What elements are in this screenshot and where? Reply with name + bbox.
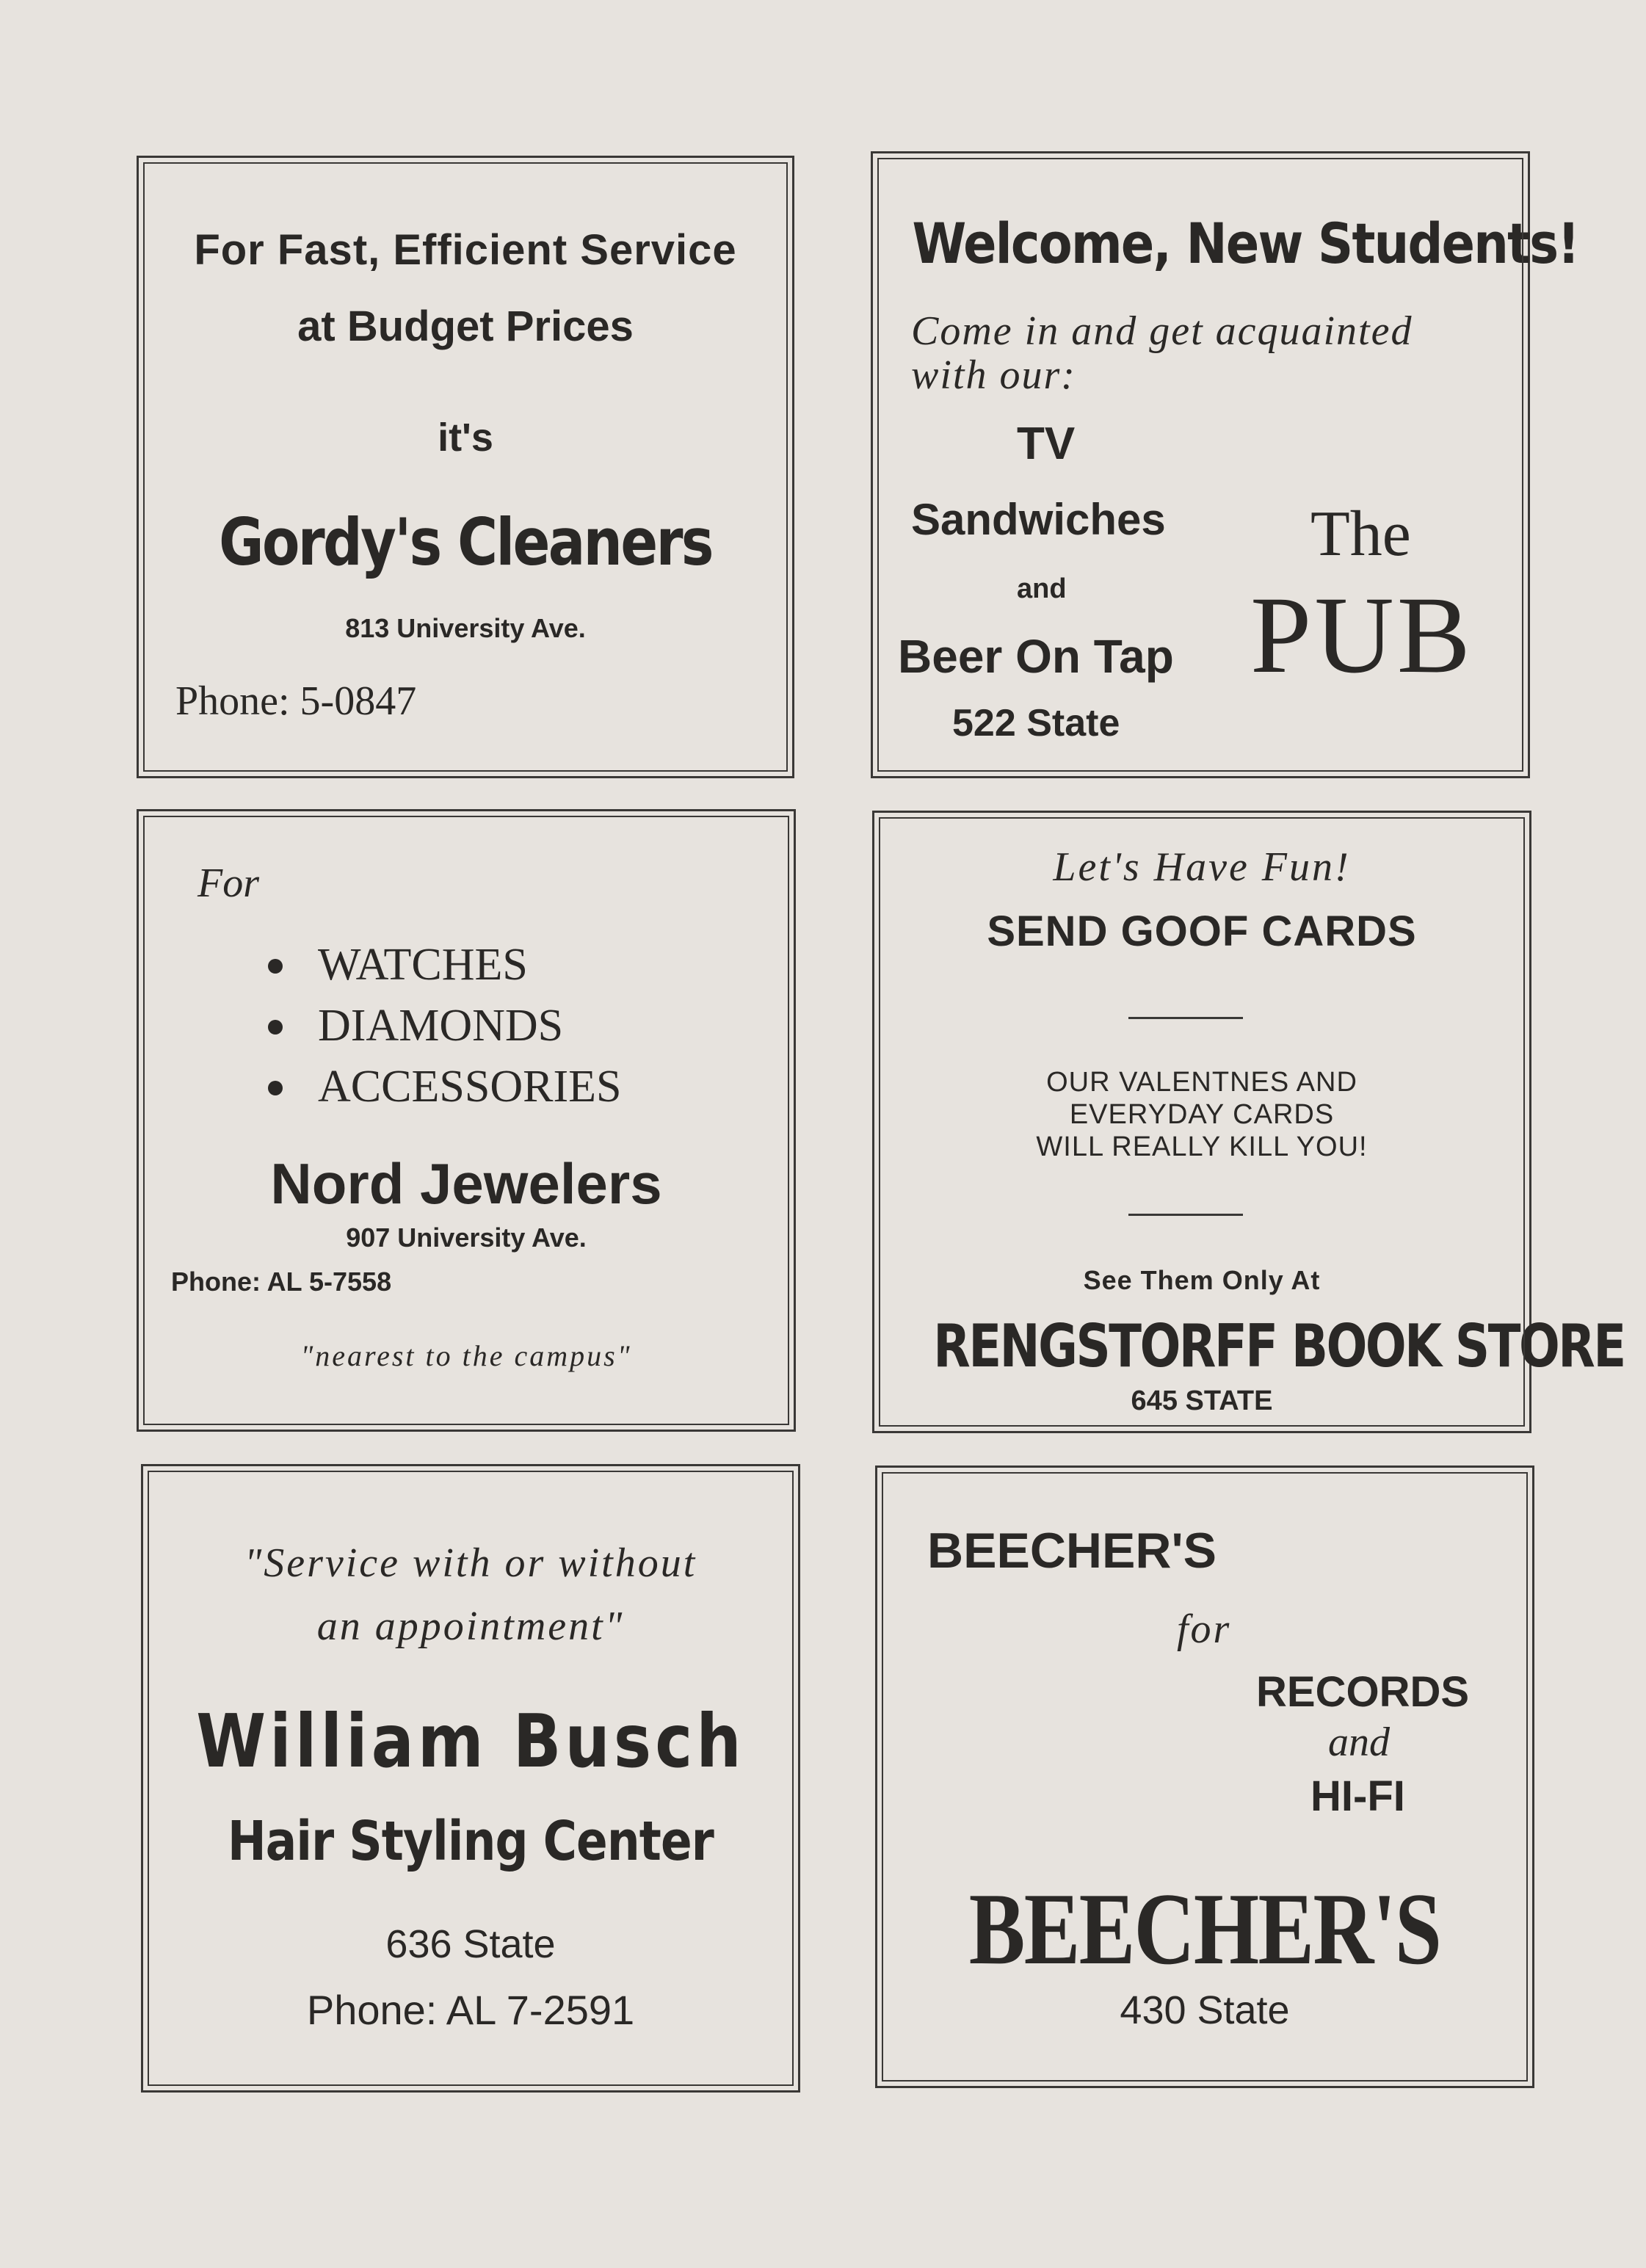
beechers-item-hifi: HI-FI [1310,1772,1405,1820]
pub-intro-line1: Come in and get acquainted [911,308,1413,354]
nord-address: 907 University Ave. [346,1222,587,1253]
pub-name: PUB [1250,574,1473,696]
rengstorff-address: 645 STATE [1131,1385,1273,1416]
pub-item-tv: TV [1017,419,1076,469]
rengstorff-body-line3: WILL REALLY KILL YOU! [1036,1131,1368,1162]
busch-name: William Busch [196,1698,745,1784]
nord-item-accessories: ACCESSORIES [318,1062,622,1112]
beechers-address: 430 State [1120,1988,1290,2032]
busch-quote-line1: "Service with or without [244,1540,697,1586]
pub-item-beer: Beer On Tap [898,630,1174,683]
pub-the: The [1310,499,1411,570]
beechers-conj-and: and [1328,1720,1390,1765]
divider [1128,1214,1243,1216]
pub-address: 522 State [952,702,1120,744]
busch-phone: Phone: AL 7-2591 [306,1987,635,2033]
rengstorff-name: RENGSTORFF BOOK STORE [933,1312,1625,1380]
beechers-top-name: BEECHER'S [927,1523,1217,1579]
busch-quote-line2: an appointment" [316,1604,625,1649]
beechers-name: BEECHER'S [968,1872,1441,1986]
ad-the-pub [871,151,1579,778]
nord-phone: Phone: AL 5-7558 [171,1267,392,1297]
gordys-address: 813 University Ave. [345,613,586,643]
ad-beechers [875,1465,1534,2088]
nord-item-diamonds: DIAMONDS [318,1001,564,1051]
bullet-icon [268,1020,283,1035]
pub-headline: Welcome, New Students! [912,211,1579,276]
nord-tagline: "nearest to the campus" [300,1339,632,1372]
beechers-item-records: RECORDS [1256,1668,1470,1716]
pub-intro-line2: with our: [911,352,1076,398]
rengstorff-body-line2: EVERYDAY CARDS [1069,1099,1335,1130]
pub-conj-and: and [1017,573,1067,604]
rengstorff-body-line1: OUR VALENTNES AND [1046,1067,1357,1098]
nord-for: For [197,861,259,906]
bullet-icon [268,959,283,974]
ad-nord-jewelers [137,809,796,1432]
pub-item-sandwiches: Sandwiches [911,495,1166,544]
gordys-line2: at Budget Prices [297,302,634,350]
ad-rengstorff-book-store [872,811,1625,1433]
ad-william-busch [141,1464,800,2093]
gordys-line1: For Fast, Efficient Service [194,226,737,274]
divider [1128,1017,1243,1019]
nord-name: Nord Jewelers [270,1151,662,1216]
ad-gordys-cleaners [137,156,794,778]
beechers-for: for [1177,1606,1232,1652]
bullet-icon [268,1081,283,1095]
gordys-name: Gordy's Cleaners [219,504,712,580]
nord-item-watches: WATCHES [318,940,528,990]
gordys-phone: Phone: 5-0847 [175,678,417,724]
rengstorff-intro: Let's Have Fun! [1053,844,1351,890]
rengstorff-headline: SEND GOOF CARDS [987,907,1417,955]
gordys-line3: it's [438,416,493,460]
busch-address: 636 State [385,1922,556,1966]
rengstorff-see: See Them Only At [1083,1265,1321,1295]
busch-subtitle: Hair Styling Center [228,1810,714,1873]
